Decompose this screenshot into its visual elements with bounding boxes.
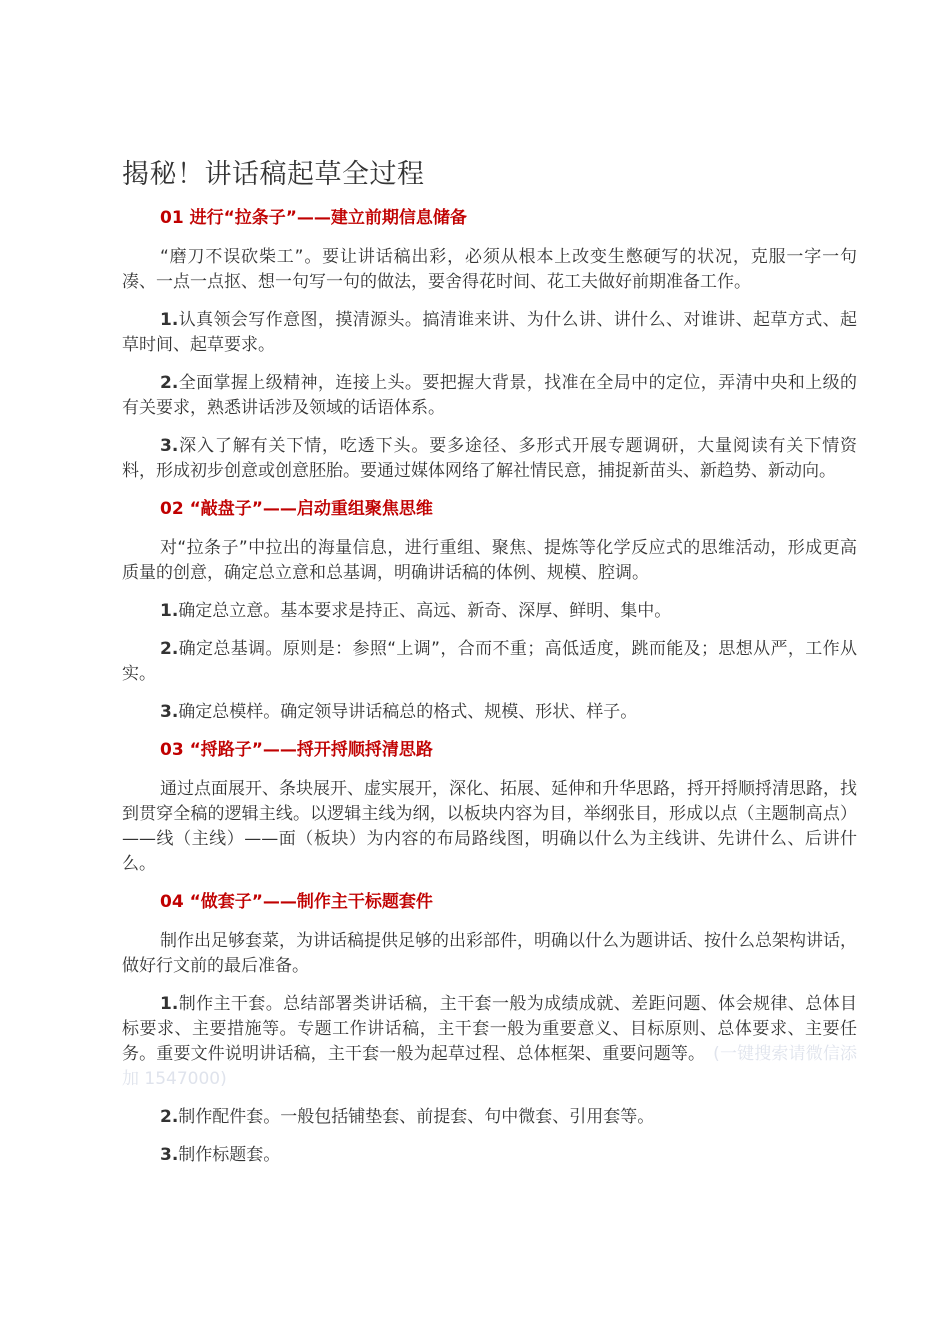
list-item	[122, 599, 857, 624]
list-item	[122, 308, 857, 358]
document-title: 揭秘！讲话稿起草全过程	[122, 159, 425, 190]
item-number: 1.	[160, 994, 179, 1014]
item-text: 制作标题套。	[178, 1145, 281, 1165]
list-item	[122, 637, 857, 687]
item-text: 认真领会写作意图，摸清源头。搞清谁来讲、为什么讲、讲什么、对谁讲、起草方式、起草时间、起草要求。	[122, 310, 857, 355]
section-heading: 03 “捋路子”——捋开捋顺捋清思路	[160, 740, 433, 760]
section-heading: 04 “做套子”——制作主干标题套件	[160, 892, 433, 912]
section-heading: 02 “敲盘子”——启动重组聚焦思维	[160, 499, 433, 519]
item-number: 3.	[160, 702, 179, 722]
item-number: 2.	[160, 373, 179, 393]
section-intro: “磨刀不误砍柴工”。要让讲话稿出彩，必须从根本上改变生憋硬写的状况，克服一字一句凑、一点一点抠、想一句写一句的做法，要舍得花时间、花工夫做好前期准备工作。	[122, 247, 857, 292]
item-number: 2.	[160, 639, 179, 659]
item-text: 确定总模样。确定领导讲话稿总的格式、规模、形状、样子。	[178, 702, 638, 722]
list-item	[122, 700, 857, 725]
item-text: 全面掌握上级精神，连接上头。要把握大背景，找准在全局中的定位，弄清中央和上级的有关要求，熟悉讲话涉及领域的话语体系。	[122, 373, 857, 418]
section-02	[122, 497, 857, 725]
section-01	[122, 206, 857, 484]
item-number: 3.	[160, 1145, 179, 1165]
section-heading: 01 进行“拉条子”——建立前期信息储备	[160, 208, 467, 228]
item-text: 深入了解有关下情，吃透下头。要多途径、多形式开展专题调研，大量阅读有关下情资料，形成初步创意或创意胚胎。要通过媒体网络了解社情民意，捕捉新苗头、新趋势、新动向。	[122, 436, 857, 481]
item-text: 确定总立意。基本要求是持正、高远、新奇、深厚、鲜明、集中。	[178, 601, 672, 621]
list-item	[122, 992, 857, 1092]
section-intro: 通过点面展开、条块展开、虚实展开，深化、拓展、延伸和升华思路，捋开捋顺捋清思路，找到贯穿全稿的逻辑主线。以逻辑主线为纲，以板块内容为目，举纲张目，形成以点（主题制高点）——线（主线）——面（板块）为内容的布局路线图，明确以什么为主线讲、先讲什么、后讲什么。	[122, 779, 857, 874]
section-intro: 制作出足够套菜，为讲话稿提供足够的出彩部件，明确以什么为题讲话、按什么总架构讲话，做好行文前的最后准备。	[122, 931, 857, 976]
item-number: 1.	[160, 310, 179, 330]
item-number: 1.	[160, 601, 179, 621]
item-number: 3.	[160, 436, 179, 456]
item-text: 制作配件套。一般包括铺垫套、前提套、句中微套、引用套等。	[178, 1107, 655, 1127]
watermark-note: (一键搜索请微信添加 1547000)	[122, 1044, 857, 1089]
item-text: 确定总基调。原则是：参照“上调”，合而不重；高低适度，跳而能及；思想从严，工作从实。	[122, 639, 857, 684]
section-intro: 对“拉条子”中拉出的海量信息，进行重组、聚焦、提炼等化学反应式的思维活动，形成更高质量的创意，确定总立意和总基调，明确讲话稿的体例、规模、腔调。	[122, 538, 857, 583]
list-item	[122, 434, 857, 484]
list-item	[122, 371, 857, 421]
section-04	[122, 890, 857, 1168]
list-item	[122, 1105, 857, 1130]
section-03	[122, 738, 857, 877]
list-item	[122, 1143, 857, 1168]
item-text: 制作主干套。总结部署类讲话稿，主干套一般为成绩成就、差距问题、体会规律、总体目标要求、主要措施等。专题工作讲话稿，主干套一般为重要意义、目标原则、总体要求、主要任务。重要文件说明讲话稿，主干套一般为起草过程、总体框架、重要问题等。	[122, 994, 857, 1064]
document-body	[122, 206, 857, 1181]
item-number: 2.	[160, 1107, 179, 1127]
